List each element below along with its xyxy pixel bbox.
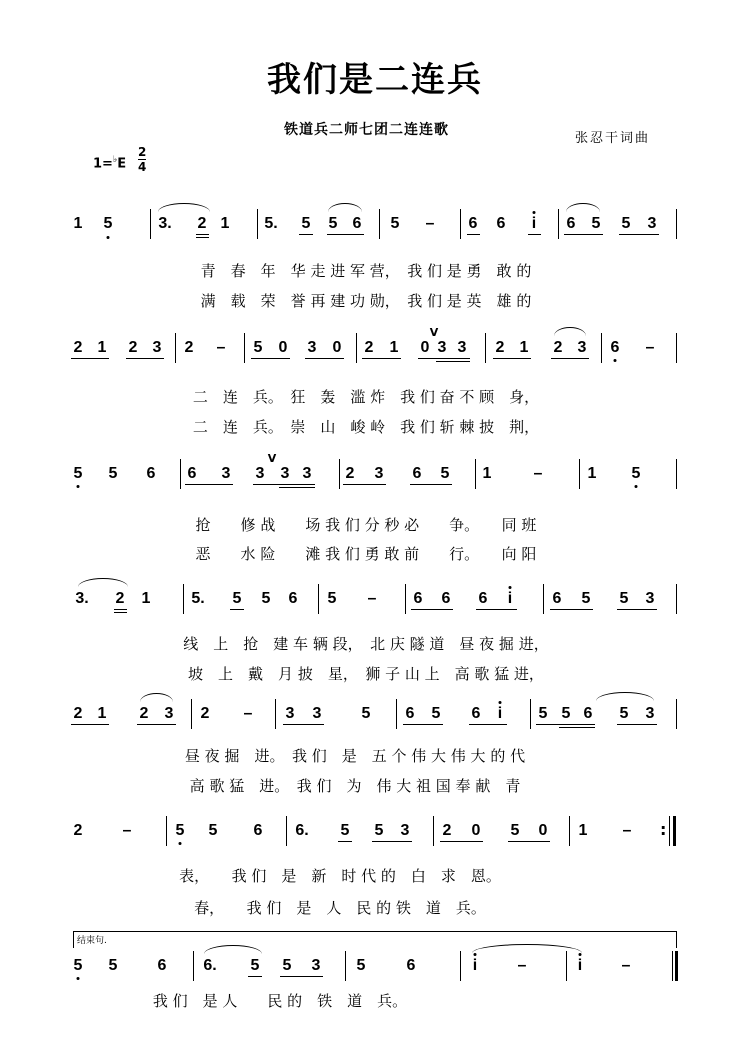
note: 3	[221, 465, 231, 482]
slur	[566, 203, 600, 212]
note: –	[367, 590, 377, 607]
barline	[183, 584, 184, 614]
barline	[150, 209, 151, 239]
note: 0	[420, 339, 430, 356]
barline	[257, 209, 258, 239]
note: 2	[139, 705, 149, 722]
final-barline	[675, 951, 678, 981]
note: 1	[73, 215, 83, 232]
note: 5	[108, 957, 118, 974]
note: 5.	[264, 215, 278, 232]
note: 1	[141, 590, 151, 607]
note: –	[517, 957, 527, 974]
lyrics-verse1-line1: 青 春 年 华 走 进 军 营， 我 们 是 勇 敢 的	[200, 262, 532, 280]
note: 5	[581, 590, 591, 607]
note: 5	[561, 705, 571, 722]
note: 5	[327, 590, 337, 607]
slur	[596, 692, 654, 701]
breath-mark: V	[429, 326, 439, 339]
note: –	[645, 339, 655, 356]
note: 0	[332, 339, 342, 356]
barline	[543, 584, 544, 614]
barline	[485, 333, 486, 363]
note: 6	[253, 822, 263, 839]
note: 5	[591, 215, 601, 232]
barline	[676, 584, 677, 614]
note: 3	[457, 339, 467, 356]
note: –	[622, 822, 632, 839]
barline	[669, 816, 670, 846]
note: 6	[187, 465, 197, 482]
note: 0	[538, 822, 548, 839]
note: 5	[282, 957, 292, 974]
barline	[676, 459, 677, 489]
note: 3	[400, 822, 410, 839]
note: 3	[647, 215, 657, 232]
note: 1	[97, 339, 107, 356]
note: 3.	[75, 590, 89, 607]
note: 5	[619, 705, 629, 722]
ending-bracket	[73, 931, 677, 948]
note: –	[425, 215, 435, 232]
note: 2	[73, 822, 83, 839]
note: 5	[538, 705, 548, 722]
note: 1	[389, 339, 399, 356]
barline	[530, 699, 531, 729]
note: –	[216, 339, 226, 356]
note: 3	[302, 465, 312, 482]
note: 5	[510, 822, 520, 839]
barline	[379, 209, 380, 239]
note: 5	[328, 215, 338, 232]
slur	[554, 327, 586, 336]
barline	[191, 699, 192, 729]
note: 5	[253, 339, 263, 356]
note: 5	[390, 215, 400, 232]
barline	[405, 584, 406, 614]
song-title: 我们是二连兵	[267, 60, 483, 100]
note: 5.	[191, 590, 205, 607]
barline	[244, 333, 245, 363]
note: 6	[496, 215, 506, 232]
barline	[433, 816, 434, 846]
note: 1	[519, 339, 529, 356]
lyrics-verse1-line2: 二 连 兵。 狂 轰 滥 炸 我 们 奋 不 顾 身，	[192, 388, 540, 406]
lyrics-verse1-line4: 线 上 抢 建 车 辆 段， 北 庆 隧 道 昼 夜 掘 进，	[183, 635, 549, 653]
note: 3	[255, 465, 265, 482]
note: 2	[364, 339, 374, 356]
barline	[275, 699, 276, 729]
key-signature: 1=♭E	[93, 155, 127, 172]
note: 5	[261, 590, 271, 607]
lyrics-verse1-line5: 昼 夜 掘 进。 我 们 是 五 个 伟 大 伟 大 的 代	[184, 747, 526, 765]
note: 5	[631, 465, 641, 482]
note: 3	[152, 339, 162, 356]
note: 2	[184, 339, 194, 356]
barline	[175, 333, 176, 363]
ending-label: 结束句.	[77, 936, 107, 946]
composer-credit: 张忍干词曲	[575, 131, 651, 146]
note: 3	[577, 339, 587, 356]
note: 2	[345, 465, 355, 482]
lyrics-verse1-line6: 表， 我 们 是 新 时 代 的 白 求 恩。	[179, 867, 501, 885]
note: 2	[128, 339, 138, 356]
barline	[318, 584, 319, 614]
note: 1	[578, 822, 588, 839]
note: i	[577, 957, 583, 974]
note: –	[621, 957, 631, 974]
note: 6	[412, 465, 422, 482]
note: 6	[471, 705, 481, 722]
barline	[601, 333, 602, 363]
note: 5	[621, 215, 631, 232]
note: 5	[250, 957, 260, 974]
barline	[579, 459, 580, 489]
barline	[180, 459, 181, 489]
barline	[676, 333, 677, 363]
note: 6.	[295, 822, 309, 839]
note: 3	[307, 339, 317, 356]
note: 2	[197, 215, 207, 232]
note: 2	[73, 705, 83, 722]
note: 6	[552, 590, 562, 607]
lyrics-verse2-line6: 春， 我 们 是 人 民 的 铁 道 兵。	[194, 899, 486, 917]
note: 3	[374, 465, 384, 482]
barline	[566, 951, 567, 981]
note: 3	[437, 339, 447, 356]
note: 6	[157, 957, 167, 974]
note: 5	[440, 465, 450, 482]
note: 6.	[203, 957, 217, 974]
note: 2	[115, 590, 125, 607]
lyrics-verse2-line5: 高 歌 猛 进。 我 们 为 伟 大 祖 国 奉 献 青	[189, 777, 521, 795]
note: 5	[301, 215, 311, 232]
note: 5	[73, 465, 83, 482]
note: 2	[442, 822, 452, 839]
barline	[339, 459, 340, 489]
note: 0	[278, 339, 288, 356]
note: 6	[566, 215, 576, 232]
note: 5	[361, 705, 371, 722]
note: 5	[619, 590, 629, 607]
barline	[569, 816, 570, 846]
barline	[166, 816, 167, 846]
barline	[193, 951, 194, 981]
note: 5	[208, 822, 218, 839]
time-signature: 2 4	[138, 145, 147, 174]
note: 6	[352, 215, 362, 232]
note: 5	[103, 215, 113, 232]
note: 2	[73, 339, 83, 356]
note: 6	[478, 590, 488, 607]
note: 1	[482, 465, 492, 482]
note: 6	[468, 215, 478, 232]
note: 5	[175, 822, 185, 839]
note: 5	[232, 590, 242, 607]
note: 3	[164, 705, 174, 722]
note: i	[531, 215, 537, 232]
note: 3	[280, 465, 290, 482]
note: 5	[340, 822, 350, 839]
slur	[328, 203, 362, 212]
note: 3	[311, 957, 321, 974]
note: 5	[73, 957, 83, 974]
barline	[460, 209, 461, 239]
breath-mark: V	[267, 452, 277, 465]
barline	[676, 699, 677, 729]
lyrics-verse1-line3: 抢 修 战 场 我 们 分 秒 必 争。 同 班	[195, 516, 537, 534]
barline	[396, 699, 397, 729]
octave-dot	[107, 236, 110, 239]
barline	[460, 951, 461, 981]
lyrics-verse2-line3: 恶 水 险 滩 我 们 勇 敢 前 行。 向 阳	[195, 545, 537, 563]
note: 5	[431, 705, 441, 722]
song-subtitle: 铁道兵二师七团二连连歌	[284, 122, 449, 138]
barline	[672, 951, 673, 981]
note: 6	[146, 465, 156, 482]
lyrics-verse2-line2: 二 连 兵。 崇 山 峻 岭 我 们 斩 棘 披 荆，	[192, 418, 540, 436]
note: 3	[285, 705, 295, 722]
note: 6	[406, 957, 416, 974]
note: 5	[374, 822, 384, 839]
note: 3.	[158, 215, 172, 232]
note: 6	[413, 590, 423, 607]
note: 3	[645, 705, 655, 722]
note: 1	[97, 705, 107, 722]
note: i	[507, 590, 513, 607]
barline	[558, 209, 559, 239]
barline	[286, 816, 287, 846]
note: 1	[220, 215, 230, 232]
note: 2	[200, 705, 210, 722]
note: 3	[645, 590, 655, 607]
barline	[356, 333, 357, 363]
slur	[158, 203, 210, 212]
note: 6	[405, 705, 415, 722]
note: 2	[495, 339, 505, 356]
note: 0	[471, 822, 481, 839]
note: –	[122, 822, 132, 839]
note: 6	[610, 339, 620, 356]
note: 2	[553, 339, 563, 356]
note: i	[472, 957, 478, 974]
note: –	[533, 465, 543, 482]
note: 6	[441, 590, 451, 607]
barline	[345, 951, 346, 981]
lyrics-verse2-line4: 坡 上 戴 月 披 星， 狮 子 山 上 高 歌 猛 进，	[188, 665, 544, 683]
repeat-sign: :	[660, 820, 667, 839]
note: 3	[312, 705, 322, 722]
lyrics-verse2-line1: 满 载 荣 誉 再 建 功 勋， 我 们 是 英 雄 的	[200, 292, 532, 310]
note: 5	[108, 465, 118, 482]
barline	[475, 459, 476, 489]
note: 6	[288, 590, 298, 607]
slur	[78, 578, 128, 587]
note: 5	[356, 957, 366, 974]
slur	[140, 693, 173, 702]
lyrics-ending: 我 们 是 人 民 的 铁 道 兵。	[152, 992, 408, 1010]
barline	[676, 209, 677, 239]
note: –	[243, 705, 253, 722]
note: i	[497, 705, 503, 722]
note: 6	[583, 705, 593, 722]
note: 1	[587, 465, 597, 482]
final-barline	[673, 816, 676, 846]
